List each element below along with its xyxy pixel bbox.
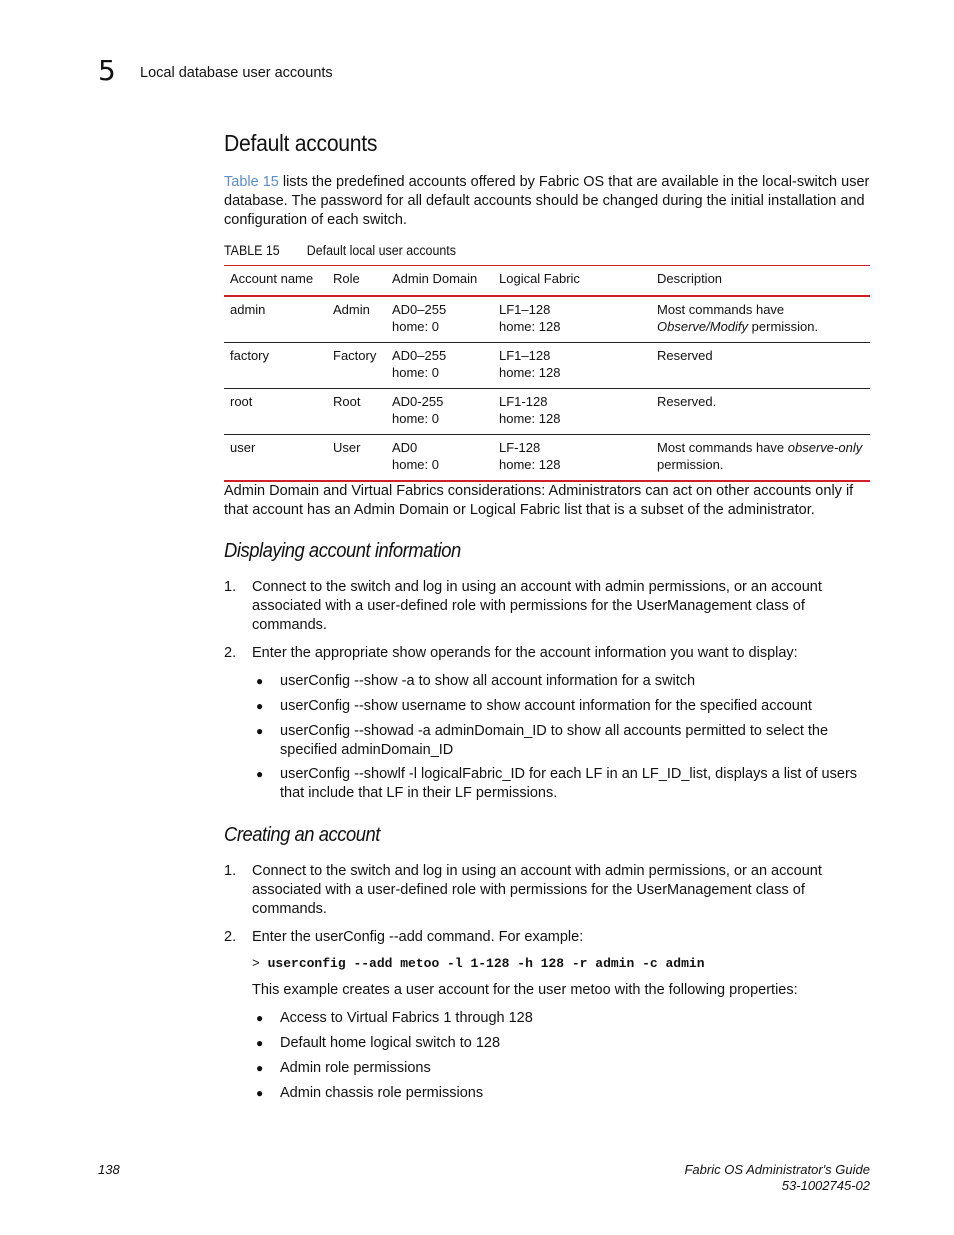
list-item: ● userConfig --show -a to show all account information for a switch	[256, 673, 696, 689]
column-header: Role	[333, 270, 360, 286]
considerations-label: Admin Domain and Virtual Fabrics considerations:	[224, 483, 546, 499]
bullet-icon: ●	[256, 1011, 264, 1025]
table-row	[224, 389, 870, 435]
table-row	[224, 343, 870, 389]
bullet-icon: ●	[256, 699, 264, 713]
admin-domain-cell: AD0-255 home: 0	[392, 394, 444, 426]
considerations-text: Administrators can act on other accounts only if that account has an Admin Domain or Logical Fabric list that is a subset of the administrator.	[224, 483, 854, 518]
section-title: Default accounts	[224, 130, 378, 156]
list-item: ● userConfig --show username to show account information for the specified account	[256, 698, 812, 714]
code-text: userconfig --add metoo -l 1-128 -h 128 -r admin -c admin	[267, 956, 705, 971]
role-cell: Factory	[333, 348, 377, 363]
command-text: show	[392, 645, 427, 661]
list-item: ● Access to Virtual Fabrics 1 through 128	[256, 1010, 533, 1026]
column-header: Admin Domain	[392, 270, 478, 286]
bullet-icon: ●	[256, 724, 264, 738]
chapter-title: Local database user accounts	[140, 65, 333, 81]
table-header-row	[224, 266, 870, 297]
list-item: ● Admin role permissions	[256, 1060, 431, 1076]
footer-guide-info	[684, 1162, 870, 1193]
list-item: ● Admin chassis role permissions	[256, 1085, 484, 1101]
subsection-title-create: Creating an account	[224, 824, 380, 846]
table-label: TABLE 15	[224, 243, 280, 258]
code-example	[252, 956, 705, 971]
subsection-title-display: Displaying account information	[224, 540, 461, 562]
command-text: userConfig --add	[314, 929, 423, 945]
table-row	[224, 435, 870, 482]
table-caption	[224, 243, 456, 258]
step-text: Connect to the switch and log in using an account with admin permissions, or an account associated with a user-defined role with permissions for the UserManagement class of commands.	[252, 579, 822, 633]
description-cell: Most commands have observe-only permission.	[657, 440, 863, 472]
description-cell: Most commands have Observe/Modify permission.	[657, 302, 819, 334]
list-item	[224, 578, 870, 635]
account-cell: root	[230, 394, 253, 409]
chapter-number: 5	[98, 54, 116, 87]
admin-domain-cell: AD0–255 home: 0	[392, 302, 447, 334]
guide-title: Fabric OS Administrator's Guide	[684, 1162, 870, 1177]
step-number: 2.	[224, 929, 237, 945]
command-text: userConfig --showad -a adminDomain_ID	[280, 723, 547, 739]
bullet-icon: ●	[256, 1061, 264, 1075]
step-text: Connect to the switch and log in using an account with admin permissions, or an account associated with a user-defined role with permissions for the UserManagement class of commands.	[252, 863, 822, 917]
step-number: 1.	[224, 579, 237, 595]
admin-domain-cell: AD0 home: 0	[392, 440, 439, 472]
list-item: ● Default home logical switch to 128	[256, 1035, 501, 1051]
step-number: 2.	[224, 645, 237, 661]
list-item: ● userConfig --showlf -l logicalFabric_ID for each LF in an LF_ID_list, displays a list of users that include that LF in their LF permissions.	[256, 766, 858, 801]
bullet-icon: ●	[256, 1036, 264, 1050]
page-number: 138	[98, 1162, 120, 1177]
description-cell: Reserved	[657, 348, 713, 363]
bullet-icon: ●	[256, 1086, 264, 1100]
list-item	[224, 862, 870, 919]
example-text: This example creates a user account for the user metoo with the following properties:	[252, 982, 798, 998]
description-cell: Reserved.	[657, 394, 717, 409]
account-cell: admin	[230, 302, 266, 317]
table-row	[224, 296, 870, 343]
bullet-icon: ●	[256, 767, 264, 781]
considerations-paragraph	[224, 482, 870, 520]
column-header: Description	[657, 270, 723, 286]
role-cell: Root	[333, 394, 361, 409]
table-link[interactable]: Table 15	[224, 174, 279, 190]
account-cell: factory	[230, 348, 270, 363]
default-accounts-table	[224, 265, 870, 482]
prompt-symbol: >	[252, 956, 260, 971]
step-number: 1.	[224, 863, 237, 879]
intro-paragraph	[224, 173, 870, 230]
admin-domain-cell: AD0–255 home: 0	[392, 348, 447, 380]
role-cell: User	[333, 440, 361, 455]
column-header: Logical Fabric	[499, 270, 580, 286]
intro-text: lists the predefined accounts offered by Fabric OS that are available in the local-switch user database. The password for all default accounts should be changed during the initial installation and configuration of each switch.	[224, 174, 870, 228]
list-item: ● userConfig --showad -a adminDomain_ID to show all accounts permitted to select the specified adminDomain_ID	[256, 723, 829, 758]
logical-fabric-cell: LF1-128 home: 128	[499, 394, 561, 426]
list-item: 2. Enter the userConfig --add command. For example:	[224, 929, 584, 945]
table-caption-text: Default local user accounts	[306, 243, 456, 258]
logical-fabric-cell: LF-128 home: 128	[499, 440, 561, 472]
bullet-icon: ●	[256, 674, 264, 688]
logical-fabric-cell: LF1–128 home: 128	[499, 348, 561, 380]
column-header: Account name	[230, 270, 314, 286]
role-cell: Admin	[333, 302, 370, 317]
command-text: userConfig --show -a	[280, 673, 415, 689]
logical-fabric-cell: LF1–128 home: 128	[499, 302, 561, 334]
account-cell: user	[230, 440, 256, 455]
command-text: userConfig --show username	[280, 698, 467, 714]
doc-id: 53-1002745-02	[781, 1177, 870, 1193]
list-item: 2. Enter the appropriate show operands for the account information you want to display:	[224, 645, 798, 661]
command-text: userConfig --showlf -l logicalFabric_ID	[280, 766, 525, 782]
